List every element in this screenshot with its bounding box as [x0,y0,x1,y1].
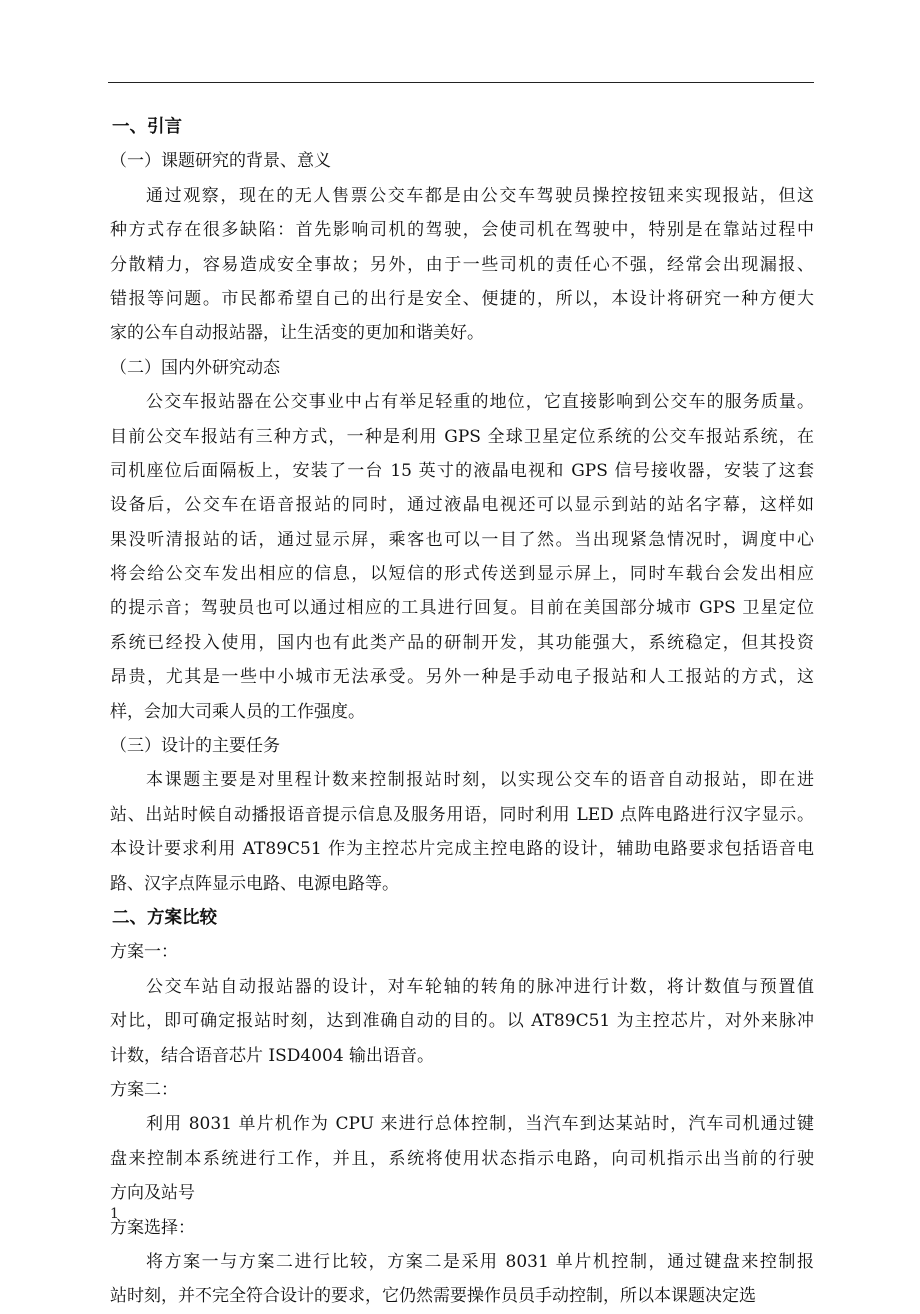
subsection-heading: （二）国内外研究动态 [110,357,280,378]
subsection-heading: 方案一： [110,942,178,963]
paragraph-line: 昂贵，尤其是一些中小城市无法承受。另外一种是手动电子报站和人工报站的方式，这 [110,667,814,688]
paragraph-line: 本设计要求利用 AT89C51 作为主控芯片完成主控电路的设计，辅助电路要求包括语音电 [110,839,814,860]
paragraph-line: 设备后，公交车在语音报站的同时，通过液晶电视还可以显示到站的站名字幕，这样如 [110,495,814,516]
paragraph-line: 方向及站号 [110,1183,195,1204]
paragraph [110,385,814,729]
subsection-heading: 方案二： [110,1079,178,1100]
subsection-heading: 方案选择： [110,1217,195,1238]
page-number: 1 [110,1206,119,1222]
paragraph-line: 目前公交车报站有三种方式，一种是利用 GPS 全球卫星定位系统的公交车报站系统，在 [110,426,814,447]
paragraph-line: 种方式存在很多缺陷：首先影响司机的驾驶，会使司机在驾驶中，特别是在靠站过程中 [110,220,814,241]
paragraph-line: 样，会加大司乘人员的工作强度。 [110,701,365,722]
paragraph [110,1107,814,1210]
paragraph-line: 将会给公交车发出相应的信息，以短信的形式传送到显示屏上，同时车载台会发出相应 [110,564,814,585]
paragraph-line: 分散精力，容易造成安全事故；另外，由于一些司机的责任心不强，经常会出现漏报、 [110,254,814,275]
paragraph-line: 利用 8031 单片机作为 CPU 来进行总体控制，当汽车到达某站时，汽车司机通过键 [146,1114,814,1135]
paragraph [110,970,814,1073]
paragraph-line: 将方案一与方案二进行比较，方案二是采用 8031 单片机控制，通过键盘来控制报 [146,1251,814,1272]
paragraph-line: 司机座位后面隔板上，安装了一台 15 英寸的液晶电视和 GPS 信号接收器，安装了这套 [110,460,814,481]
paragraph [110,1245,814,1314]
paragraph-line: 果没听清报站的话，通过显示屏，乘客也可以一目了然。当出现紧急情况时，调度中心 [110,529,814,550]
paragraph-line: 系统已经投入使用，国内也有此类产品的研制开发，其功能强大，系统稳定，但其投资 [110,632,814,653]
paragraph-line: 公交车站自动报站器的设计，对车轮轴的转角的脉冲进行计数，将计数值与预置值 [146,976,814,997]
paragraph-line: 通过观察，现在的无人售票公交车都是由公交车驾驶员操控按钮来实现报站，但这 [146,185,814,206]
paragraph-line: 对比，即可确定报站时刻，达到准确自动的目的。以 AT89C51 为主控芯片，对外来脉冲 [110,1011,814,1032]
section-heading: 一、引言 [112,117,182,137]
paragraph-line: 站时刻，并不完全符合设计的要求，它仍然需要操作员员手动控制，所以本课题决定选 [110,1286,756,1307]
subsection-heading: （一）课题研究的背景、意义 [110,151,331,172]
subsection-heading: （三）设计的主要任务 [110,736,280,757]
paragraph-line: 错报等问题。市民都希望自己的出行是安全、便捷的，所以，本设计将研究一种方便大 [110,288,814,309]
paragraph-line: 盘来控制本系统进行工作，并且，系统将使用状态指示电路，向司机指示出当前的行驶 [110,1148,814,1169]
paragraph-line: 的提示音；驾驶员也可以通过相应的工具进行回复。目前在美国部分城市 GPS 卫星定位 [110,598,814,619]
paragraph-line: 本课题主要是对里程计数来控制报站时刻，以实现公交车的语音自动报站，即在进 [146,770,814,791]
paragraph-line: 家的公车自动报站器，让生活变的更加和谐美好。 [110,323,484,344]
paragraph-line: 计数，结合语音芯片 ISD4004 输出语音。 [110,1045,435,1066]
paragraph-line: 路、汉字点阵显示电路、电源电路等。 [110,873,399,894]
paragraph-line: 公交车报站器在公交事业中占有举足轻重的地位，它直接影响到公交车的服务质量。 [146,392,814,413]
section-heading: 二、方案比较 [112,907,217,928]
paragraph-line: 站、出站时候自动播报语音提示信息及服务用语，同时利用 LED 点阵电路进行汉字显示。 [110,804,814,825]
paragraph [110,179,814,351]
paragraph [110,763,814,901]
document-body [110,110,814,1314]
header-rule [108,82,814,83]
